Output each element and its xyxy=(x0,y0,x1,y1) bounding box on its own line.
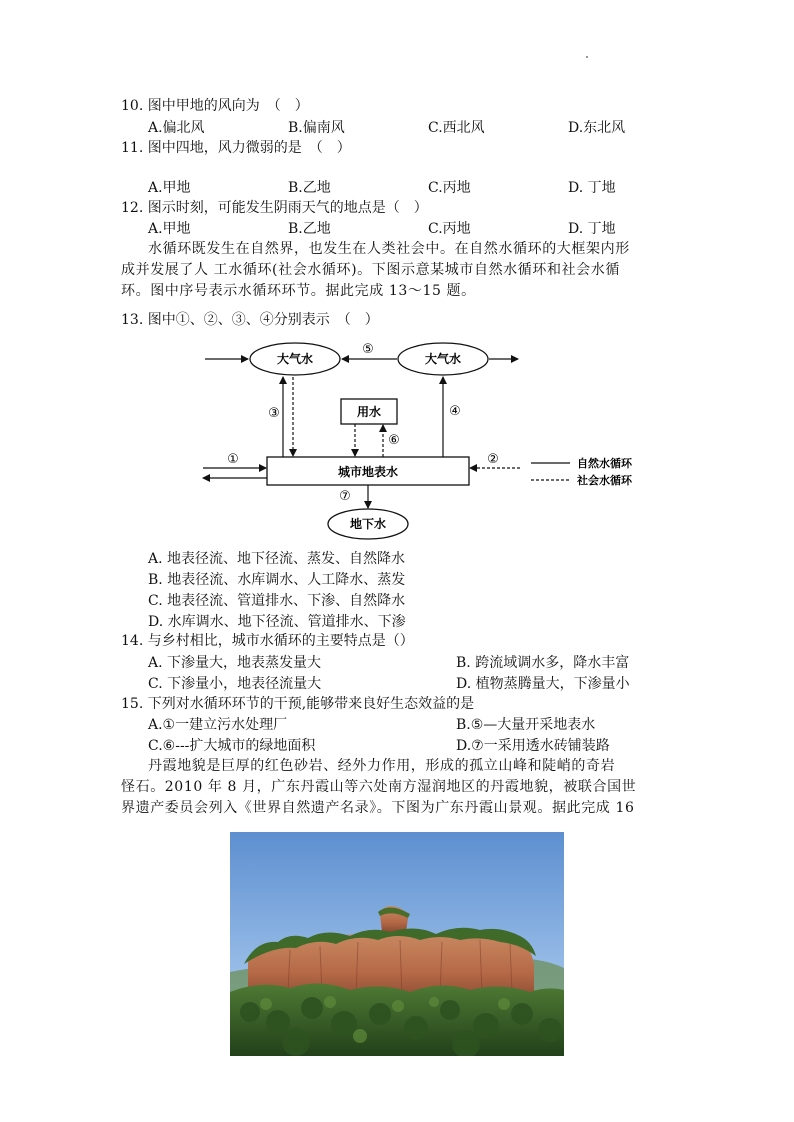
q13-option-d: D. 水库调水、地下径流、管道排水、下渗 xyxy=(148,614,406,630)
q15-option-b: B.⑤—大量开采地表水 xyxy=(456,717,596,733)
q10-option-d: D.东北风 xyxy=(568,120,626,136)
q10-option-c: C.西北风 xyxy=(428,120,485,136)
q12-option-c: C.丙地 xyxy=(428,221,471,237)
q12-option-d: D. 丁地 xyxy=(568,221,616,237)
passage1-line-1: 水循环既发生在自然界，也发生在人类社会中。在自然水循环的大框架内形 xyxy=(148,241,630,257)
danxia-passage xyxy=(121,756,678,819)
q15-option-a: A.①一建立污水处理厂 xyxy=(148,717,288,733)
q11-option-b: B.乙地 xyxy=(288,180,331,196)
atmosphere-right-label: 大气水 xyxy=(424,352,462,366)
q14-option-c: C. 下渗量小，地表径流量大 xyxy=(148,676,322,692)
q11-option-d: D. 丁地 xyxy=(568,180,616,196)
city-surface-water-label: 城市地表水 xyxy=(337,465,399,479)
passage1-line-2: 成并发展了人 工水循环(社会水循环)。下图示意某城市自然水循环和社会水循 xyxy=(121,262,620,278)
danxia-mountain-photo xyxy=(230,832,564,1056)
groundwater-label: 地下水 xyxy=(349,517,387,531)
passage1-line-3: 环。图中序号表示水循环环节。据此完成 13～15 题。 xyxy=(121,283,476,299)
q13-stem: 13. 图中①、②、③、④分别表示 （ ） xyxy=(121,312,379,328)
q13-option-c: C. 地表径流、管道排水、下渗、自然降水 xyxy=(148,593,406,609)
q13-option-b: B. 地表径流、水库调水、人工降水、蒸发 xyxy=(148,572,406,588)
q15-option-d: D.⑦一采用透水砖铺装路 xyxy=(456,738,610,754)
legend-social-label: 社会水循环 xyxy=(577,474,632,487)
page-mark-dot xyxy=(586,56,588,58)
q14-stem: 14. 与乡村相比，城市水循环的主要特点是（） xyxy=(121,633,414,649)
passage2-line-1: 丹霞地貌是巨厚的红色砂岩、经外力作用，形成的孤立山峰和陡峭的奇岩 xyxy=(148,758,616,774)
q12-stem: 12. 图示时刻，可能发生阴雨天气的地点是（ ） xyxy=(121,200,428,216)
q11-stem: 11. 图中四地，风力微弱的是 （ ） xyxy=(121,140,351,156)
q15-option-c: C.⑥---扩大城市的绿地面积 xyxy=(148,738,316,754)
q10-option-b: B.偏南风 xyxy=(288,120,345,136)
label-6: ⑥ xyxy=(388,433,400,448)
water-cycle-passage xyxy=(121,239,678,302)
q10-option-a: A.偏北风 xyxy=(148,120,205,136)
q10-stem: 10. 图中甲地的风向为 （ ） xyxy=(121,98,309,114)
q13-option-a: A. 地表径流、地下径流、蒸发、自然降水 xyxy=(148,551,406,567)
use-water-label: 用水 xyxy=(356,405,382,419)
q11-option-c: C.丙地 xyxy=(428,180,471,196)
label-7: ⑦ xyxy=(339,489,351,504)
q12-option-b: B.乙地 xyxy=(288,221,331,237)
q14-option-a: A. 下渗量大，地表蒸发量大 xyxy=(148,655,322,671)
q14-option-d: D. 植物蒸腾量大，下渗量小 xyxy=(456,676,630,692)
water-cycle-diagram xyxy=(195,337,685,542)
label-2: ② xyxy=(487,452,499,467)
atmosphere-left-label: 大气水 xyxy=(276,352,314,366)
label-1: ① xyxy=(227,452,239,467)
label-4: ④ xyxy=(449,404,461,419)
q14-option-b: B. 跨流域调水多，降水丰富 xyxy=(456,655,630,671)
passage2-line-2: 怪石。2010 年 8 月，广东丹霞山等六处南方湿润地区的丹霞地貌，被联合国世 xyxy=(121,779,637,795)
label-5: ⑤ xyxy=(362,342,374,357)
q12-option-a: A.甲地 xyxy=(148,221,191,237)
q11-option-a: A.甲地 xyxy=(148,180,191,196)
q15-stem: 15. 下列对水循环环节的干预,能够带来良好生态效益的是 xyxy=(121,696,475,712)
label-3: ③ xyxy=(268,406,280,421)
passage2-line-3: 界遗产委员会列入《世界自然遗产名录》。下图为广东丹霞山景观。据此完成 16 xyxy=(121,800,635,816)
legend-natural-label: 自然水循环 xyxy=(577,457,632,470)
